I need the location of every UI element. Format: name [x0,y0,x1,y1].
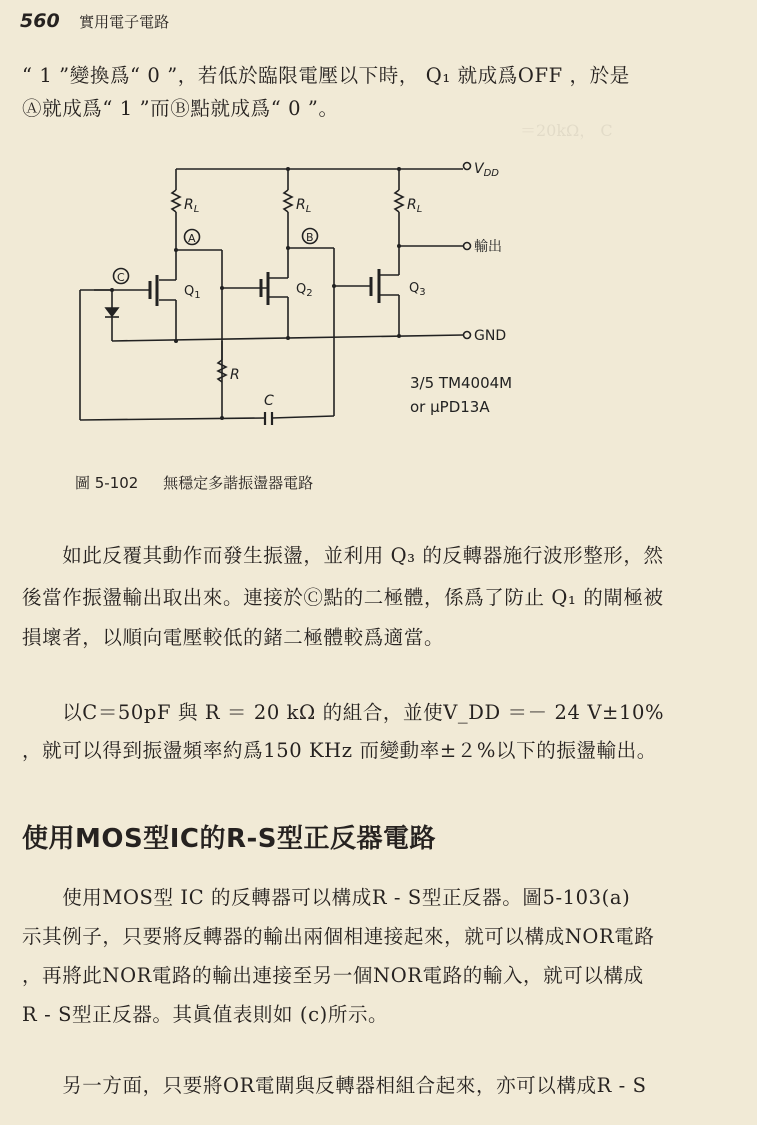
r-label: R [230,367,240,383]
paragraph-1-line-1: “ 1 ”變換爲“ 0 ”，若低於臨限電壓以下時， Q₁ 就成爲OFF ，於是 [22,64,630,87]
figure-caption [75,472,313,493]
part-number-line-2: or μPD13A [410,398,490,416]
node-b-label: B [306,231,314,244]
paragraph-4-line-2: 示其例子，只要將反轉器的輸出兩個相連接起來，就可以構成NOR電路 [22,925,655,948]
paragraph-4-line-3: ，再將此NOR電路的輸出連接至另一個NOR電路的輸入，就可以構成 [22,964,644,987]
paragraph-4-line-4: R - S型正反器。其眞值表則如 (c)所示。 [22,1003,389,1026]
gnd-label: GND [474,328,507,344]
book-title: 實用電子電路 [79,13,170,31]
paragraph-2-line-1: 如此反覆其動作而發生振盪，並利用 Q₃ 的反轉器施行波形整形，然 [22,544,664,567]
figure-number: 圖 5-102 [75,474,139,492]
page-number: 560 [20,10,60,32]
section-heading: 使用MOS型IC的R-S型正反器電路 [22,824,436,854]
paragraph-1-line-2: Ⓐ就成爲“ 1 ”而Ⓑ點就成爲“ 0 ”。 [22,97,339,120]
bleed-through-text: ＝20kΩ， C [520,121,613,140]
paragraph-4-line-1: 使用MOS型 IC 的反轉器可以構成R - S型正反器。圖5-103(a) [22,886,631,909]
circuit-diagram [60,150,520,440]
node-c-label: C [117,271,125,284]
paragraph-3-line-2: ，就可以得到振盪頻率約爲150 KHz 而變動率±２%以下的振盪輸出。 [22,739,657,762]
paragraph-2-line-2: 後當作振盪輸出取出來。連接於Ⓒ點的二極體，係爲了防止 Q₁ 的閘極被 [22,586,664,609]
q1-label: $Q_1$ [184,284,201,301]
c-label: C [264,393,274,409]
q2-label: $Q_2$ [296,282,313,299]
rl1-label: $R_L$ [184,197,200,215]
figure-title: 無穩定多諧振盪器電路 [163,474,314,492]
node-a-label: A [188,232,196,245]
part-number-line-1: 3/5 TM4004M [410,374,513,392]
q3-label: $Q_3$ [409,281,426,298]
output-label: 輸出 [474,239,502,255]
running-head [20,10,169,32]
paragraph-5-line-1: 另一方面，只要將OR電閘與反轉器相組合起來，亦可以構成R - S [22,1074,647,1097]
paragraph-2-line-3: 損壞者，以順向電壓較低的鍺二極體較爲適當。 [22,626,445,649]
rl2-label: $R_L$ [296,197,312,215]
vdd-label: $V_{DD}$ [474,161,499,179]
paragraph-3-line-1: 以C＝50pF 與 R ＝ 20 kΩ 的組合，並使V_DD ＝－ 24 V±10% [22,701,665,724]
rl3-label: $R_L$ [407,197,423,215]
